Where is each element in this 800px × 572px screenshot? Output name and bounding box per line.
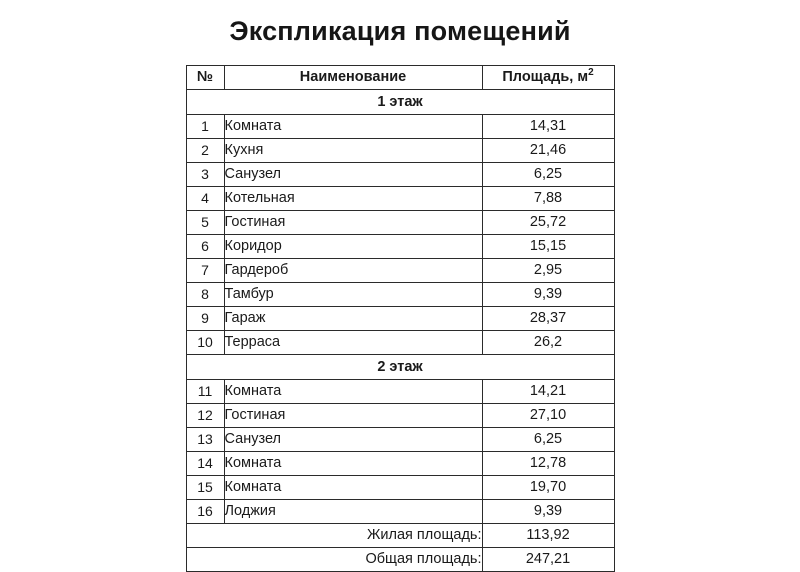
table-row [186,307,614,331]
cell-area: 2,95 [482,259,614,283]
column-header-area-superscript: 2 [588,67,594,79]
section-label: 1 этаж [186,90,614,115]
table-row [186,139,614,163]
cell-number: 11 [186,380,224,404]
cell-area: 21,46 [482,139,614,163]
table-row [186,428,614,452]
cell-area: 27,10 [482,404,614,428]
cell-area: 14,21 [482,380,614,404]
room-explication-table [186,65,615,572]
cell-number: 13 [186,428,224,452]
cell-name: Тамбур [224,283,482,307]
cell-name: Гардероб [224,259,482,283]
table-row [186,283,614,307]
table-row [186,452,614,476]
table-header [186,66,614,90]
cell-name: Комната [224,476,482,500]
column-header-number: № [186,66,224,90]
table-row [186,331,614,355]
cell-number: 14 [186,452,224,476]
cell-area: 9,39 [482,283,614,307]
cell-number: 15 [186,476,224,500]
cell-name: Терраса [224,331,482,355]
section-header-row [186,90,614,115]
cell-area: 12,78 [482,452,614,476]
cell-name: Комната [224,380,482,404]
cell-number: 1 [186,115,224,139]
cell-name: Комната [224,115,482,139]
cell-area: 6,25 [482,428,614,452]
cell-number: 5 [186,211,224,235]
cell-area: 26,2 [482,331,614,355]
column-header-name: Наименование [224,66,482,90]
cell-area: 9,39 [482,500,614,524]
cell-name: Лоджия [224,500,482,524]
total-row [186,524,614,548]
cell-number: 4 [186,187,224,211]
cell-number: 16 [186,500,224,524]
cell-name: Кухня [224,139,482,163]
cell-name: Санузел [224,163,482,187]
cell-number: 2 [186,139,224,163]
cell-area: 7,88 [482,187,614,211]
cell-name: Котельная [224,187,482,211]
total-label-overall: Общая площадь: [186,548,482,572]
cell-number: 12 [186,404,224,428]
total-row [186,548,614,572]
cell-area: 14,31 [482,115,614,139]
cell-number: 7 [186,259,224,283]
table-row [186,115,614,139]
table-body [186,90,614,572]
column-header-area-text: Площадь, м [502,69,589,85]
table-row [186,235,614,259]
table-row [186,259,614,283]
section-header-row [186,355,614,380]
table-row [186,380,614,404]
column-header-area [482,66,614,90]
cell-number: 6 [186,235,224,259]
cell-number: 3 [186,163,224,187]
cell-name: Санузел [224,428,482,452]
cell-area: 19,70 [482,476,614,500]
table-header-row [186,66,614,90]
total-label-living: Жилая площадь: [186,524,482,548]
section-label: 2 этаж [186,355,614,380]
cell-area: 28,37 [482,307,614,331]
cell-area: 15,15 [482,235,614,259]
cell-number: 8 [186,283,224,307]
cell-name: Комната [224,452,482,476]
table-row [186,404,614,428]
table-row [186,476,614,500]
cell-number: 10 [186,331,224,355]
cell-name: Гостиная [224,404,482,428]
table-container [0,65,800,572]
cell-name: Гостиная [224,211,482,235]
table-row [186,500,614,524]
cell-area: 25,72 [482,211,614,235]
total-value-living: 113,92 [482,524,614,548]
cell-area: 6,25 [482,163,614,187]
cell-number: 9 [186,307,224,331]
table-row [186,211,614,235]
total-value-overall: 247,21 [482,548,614,572]
cell-name: Коридор [224,235,482,259]
page-title: Экспликация помещений [229,16,571,46]
table-row [186,163,614,187]
cell-name: Гараж [224,307,482,331]
table-row [186,187,614,211]
